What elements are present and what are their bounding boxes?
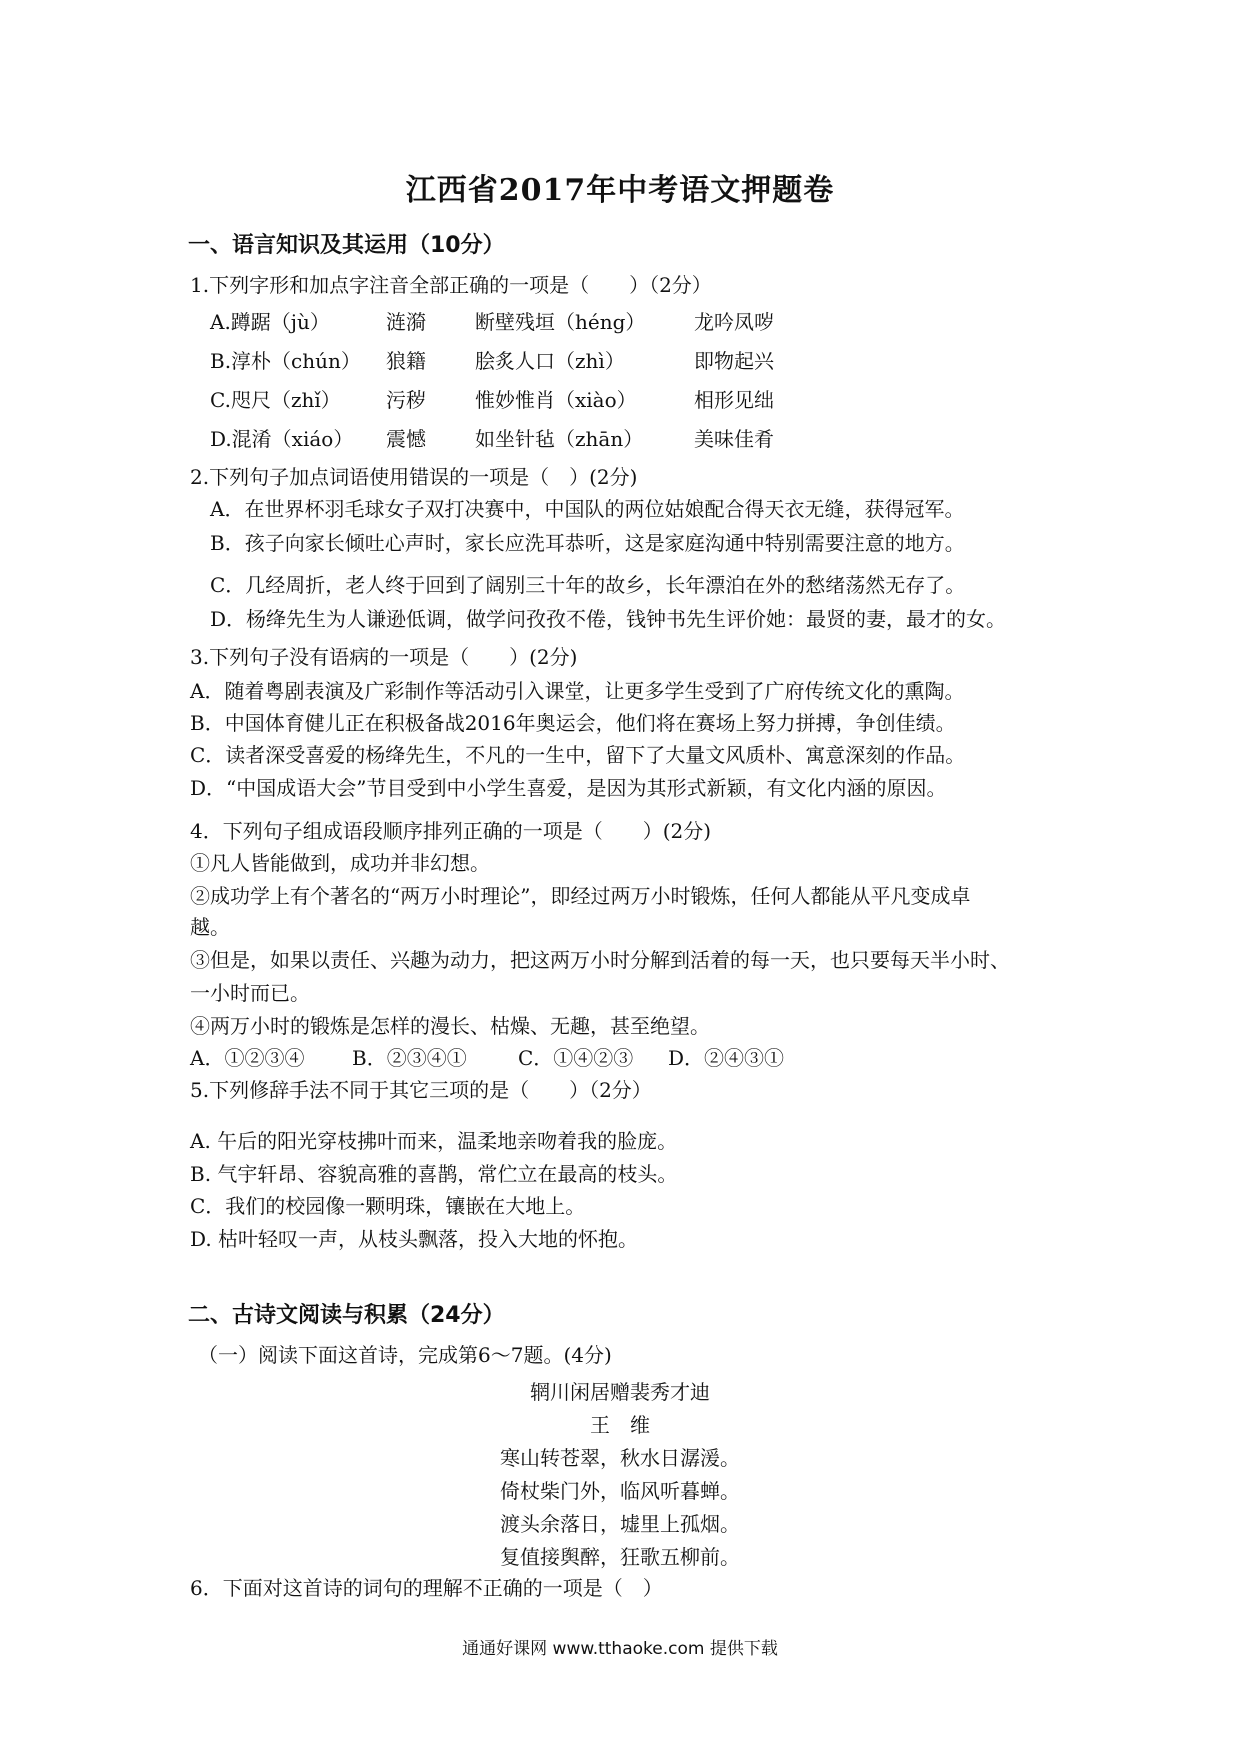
- option-cell: B.淳朴（chún）: [210, 349, 361, 373]
- option-cell: 断壁残垣（héng）: [475, 310, 646, 334]
- part-1-instruction: （一）阅读下面这首诗，完成第6～7题。(4分): [198, 1343, 612, 1367]
- question-4-sentence-2-cont: 越。: [190, 915, 230, 939]
- question-3-option-b: B．中国体育健儿正在积极备战2016年奥运会，他们将在赛场上努力拼搏，争创佳绩。: [190, 711, 956, 735]
- question-1-stem: 1.下列字形和加点字注音全部正确的一项是（ ）（2分）: [190, 273, 712, 297]
- question-5-option-a: A. 午后的阳光穿枝拂叶而来，温柔地亲吻着我的脸庞。: [190, 1129, 678, 1153]
- question-5-option-b: B. 气宇轩昂、容貌高雅的喜鹊，常伫立在最高的枝头。: [190, 1162, 678, 1186]
- question-4-choice-b: B．②③④①: [352, 1046, 467, 1070]
- option-cell: 即物起兴: [694, 349, 774, 373]
- option-cell: C.咫尺（zhǐ）: [210, 388, 341, 412]
- question-1-option-c: [210, 384, 910, 423]
- question-3-option-d: D．“中国成语大会”节目受到中小学生喜爱，是因为其形式新颖，有文化内涵的原因。: [190, 776, 947, 800]
- poem-line: 寒山转苍翠，秋水日潺湲。: [500, 1446, 740, 1470]
- question-1-options: [210, 306, 910, 462]
- question-4-choice-a: A．①②③④: [190, 1046, 305, 1070]
- question-5-stem: 5.下列修辞手法不同于其它三项的是（ ）（2分）: [190, 1078, 652, 1102]
- question-4-sentence-2: ②成功学上有个著名的“两万小时理论”，即经过两万小时锻炼，任何人都能从平凡变成卓: [190, 884, 971, 908]
- question-5-option-c: C．我们的校园像一颗明珠，镶嵌在大地上。: [190, 1194, 586, 1218]
- question-4-choice-c: C．①④②③: [518, 1046, 634, 1070]
- option-cell: 脍炙人口（zhì）: [475, 349, 625, 373]
- question-4-choice-d: D．②④③①: [668, 1046, 785, 1070]
- question-6-stem: 6．下面对这首诗的词句的理解不正确的一项是（ ）: [190, 1576, 663, 1600]
- poem-line: 复值接舆醉，狂歌五柳前。: [500, 1545, 740, 1569]
- option-cell: D.混淆（xiáo）: [210, 427, 354, 451]
- question-3-stem: 3.下列句子没有语病的一项是（ ）(2分): [190, 645, 578, 669]
- option-cell: A.蹲踞（jù）: [210, 310, 330, 334]
- option-cell: 美味佳肴: [694, 427, 774, 451]
- question-3-option-c: C．读者深受喜爱的杨绛先生，不凡的一生中，留下了大量文风质朴、寓意深刻的作品。: [190, 743, 966, 767]
- option-cell: 污秽: [386, 388, 426, 412]
- option-cell: 相形见绌: [694, 388, 774, 412]
- option-cell: 龙吟凤哕: [694, 310, 774, 334]
- question-2-option-a: A．在世界杯羽毛球女子双打决赛中，中国队的两位姑娘配合得天衣无缝，获得冠军。: [210, 497, 965, 521]
- question-4-sentence-4: ④两万小时的锻炼是怎样的漫长、枯燥、无趣，甚至绝望。: [190, 1014, 710, 1038]
- question-4-sentence-3-cont: 一小时而已。: [190, 981, 310, 1005]
- option-cell: 惟妙惟肖（xiào）: [475, 388, 637, 412]
- question-4-stem: 4．下列句子组成语段顺序排列正确的一项是（ ）(2分): [190, 819, 712, 843]
- section-2-heading: 二、古诗文阅读与积累（24分）: [188, 1303, 505, 1328]
- poem-title: 辋川闲居赠裴秀才迪: [530, 1380, 710, 1404]
- option-cell: 狼籍: [386, 349, 426, 373]
- section-1-heading: 一、语言知识及其运用（10分）: [188, 233, 505, 258]
- option-cell: 震憾: [386, 427, 426, 451]
- option-cell: 如坐针毡（zhān）: [475, 427, 644, 451]
- question-1-option-d: [210, 423, 910, 462]
- question-3-option-a: A．随着粤剧表演及广彩制作等活动引入课堂，让更多学生受到了广府传统文化的熏陶。: [190, 679, 965, 703]
- footer-text: 通通好课网 www.tthaoke.com 提供下载: [462, 1639, 778, 1659]
- question-2-option-b: B．孩子向家长倾吐心声时，家长应洗耳恭听，这是家庭沟通中特别需要注意的地方。: [210, 531, 965, 555]
- poem-line: 倚杖柴门外，临风听暮蝉。: [500, 1479, 740, 1503]
- question-1-option-a: [210, 306, 910, 345]
- poem-author: 王 维: [590, 1413, 650, 1437]
- question-2-stem: 2.下列句子加点词语使用错误的一项是（ ）(2分): [190, 465, 638, 489]
- question-4-sentence-3: ③但是，如果以责任、兴趣为动力，把这两万小时分解到活着的每一天，也只要每天半小时、: [190, 948, 1010, 972]
- page-title: 江西省2017年中考语文押题卷: [405, 173, 835, 208]
- poem-line: 渡头余落日，墟里上孤烟。: [500, 1512, 740, 1536]
- question-4-sentence-1: ①凡人皆能做到，成功并非幻想。: [190, 851, 490, 875]
- option-cell: 涟漪: [386, 310, 426, 334]
- question-5-option-d: D. 枯叶轻叹一声，从枝头飘落，投入大地的怀抱。: [190, 1227, 639, 1251]
- question-1-option-b: [210, 345, 910, 384]
- question-2-option-d: D．杨绛先生为人谦逊低调，做学问孜孜不倦，钱钟书先生评价她：最贤的妻，最才的女。: [210, 607, 1007, 631]
- question-2-option-c: C．几经周折，老人终于回到了阔别三十年的故乡，长年漂泊在外的愁绪荡然无存了。: [210, 573, 966, 597]
